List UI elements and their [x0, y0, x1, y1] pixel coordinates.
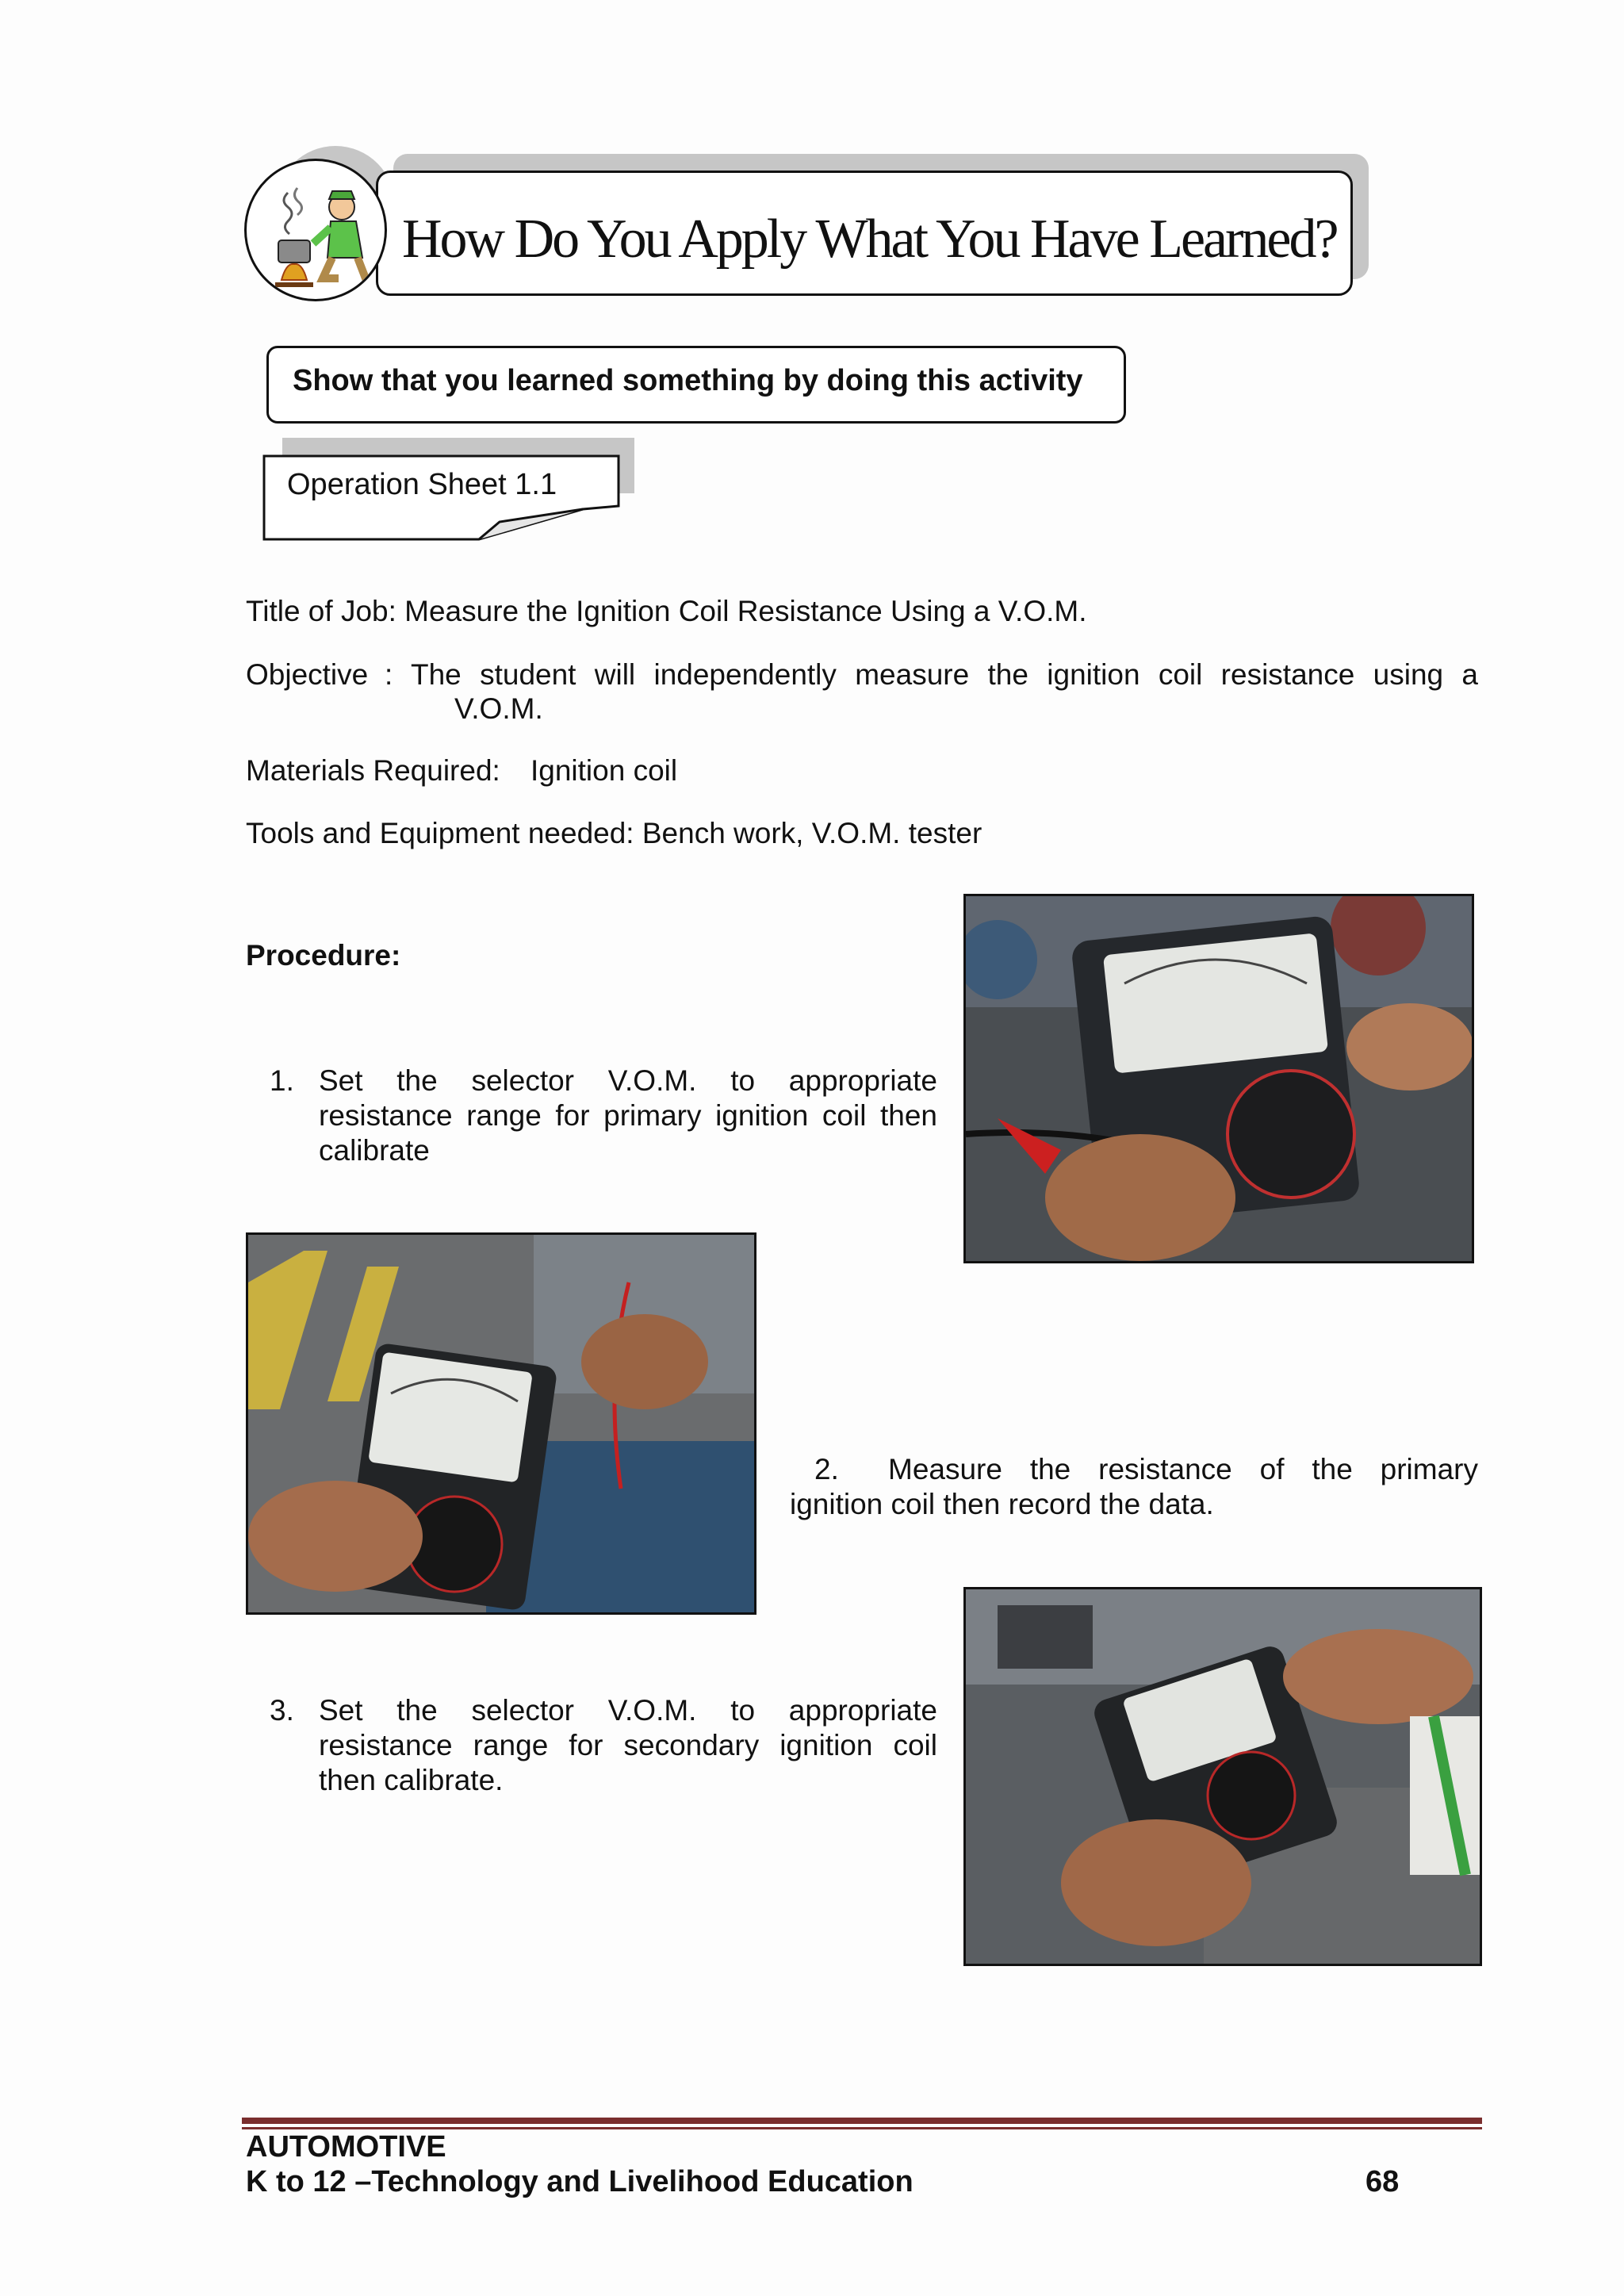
step-1-number: 1. — [270, 1064, 294, 1097]
step-1-text-cont: resistance range for primary ignition coil then — [319, 1099, 937, 1132]
materials-value: Ignition coil — [530, 754, 678, 787]
photo-vom-calibrate — [963, 894, 1474, 1263]
step-2-text-cont: ignition coil then record the data. — [790, 1488, 1214, 1520]
page-number: 68 — [1365, 2165, 1400, 2198]
job-title: Title of Job: Measure the Ignition Coil Resistance Using a V.O.M. — [246, 595, 1087, 627]
activity-instruction-box — [266, 346, 1126, 424]
step-2-number: 2. — [814, 1453, 839, 1485]
step-1-text: Set the selector V.O.M. to appropriate — [319, 1064, 937, 1097]
step-3-text-end: then calibrate. — [319, 1764, 504, 1796]
step-2-text: Measure the resistance of the primary — [888, 1453, 1478, 1485]
objective-text-cont: V.O.M. — [454, 692, 543, 725]
objective-label: Objective — [246, 658, 369, 691]
photo-vom-measure-primary — [246, 1232, 756, 1615]
photo-vom-calibrate-secondary — [963, 1587, 1482, 1966]
materials-label: Materials Required: — [246, 754, 500, 787]
step-1-text-end: calibrate — [319, 1134, 430, 1167]
operation-sheet-label: Operation Sheet 1.1 — [287, 468, 557, 501]
campfire-cook-icon — [244, 159, 387, 301]
activity-instruction: Show that you learned something by doing this activity — [293, 364, 1083, 397]
section-title: How Do You Apply What You Have Learned? — [402, 209, 1337, 270]
tools-line: Tools and Equipment needed: Bench work, V.O.M. tester — [246, 817, 982, 849]
footer-subject: AUTOMOTIVE — [246, 2130, 446, 2164]
procedure-heading: Procedure: — [246, 939, 401, 972]
footer-rule-thin — [242, 2127, 1482, 2129]
objective-text: The student will independently measure the ignition coil resistance using a — [411, 658, 1478, 691]
objective-separator: : — [385, 658, 393, 691]
footer-course: K to 12 –Technology and Livelihood Education — [246, 2165, 914, 2198]
step-3-text-cont: resistance range for secondary ignition coil — [319, 1729, 937, 1761]
footer-rule — [242, 2118, 1482, 2124]
step-3-text: Set the selector V.O.M. to appropriate — [319, 1694, 937, 1727]
section-banner — [376, 171, 1353, 296]
step-3-number: 3. — [270, 1694, 294, 1727]
